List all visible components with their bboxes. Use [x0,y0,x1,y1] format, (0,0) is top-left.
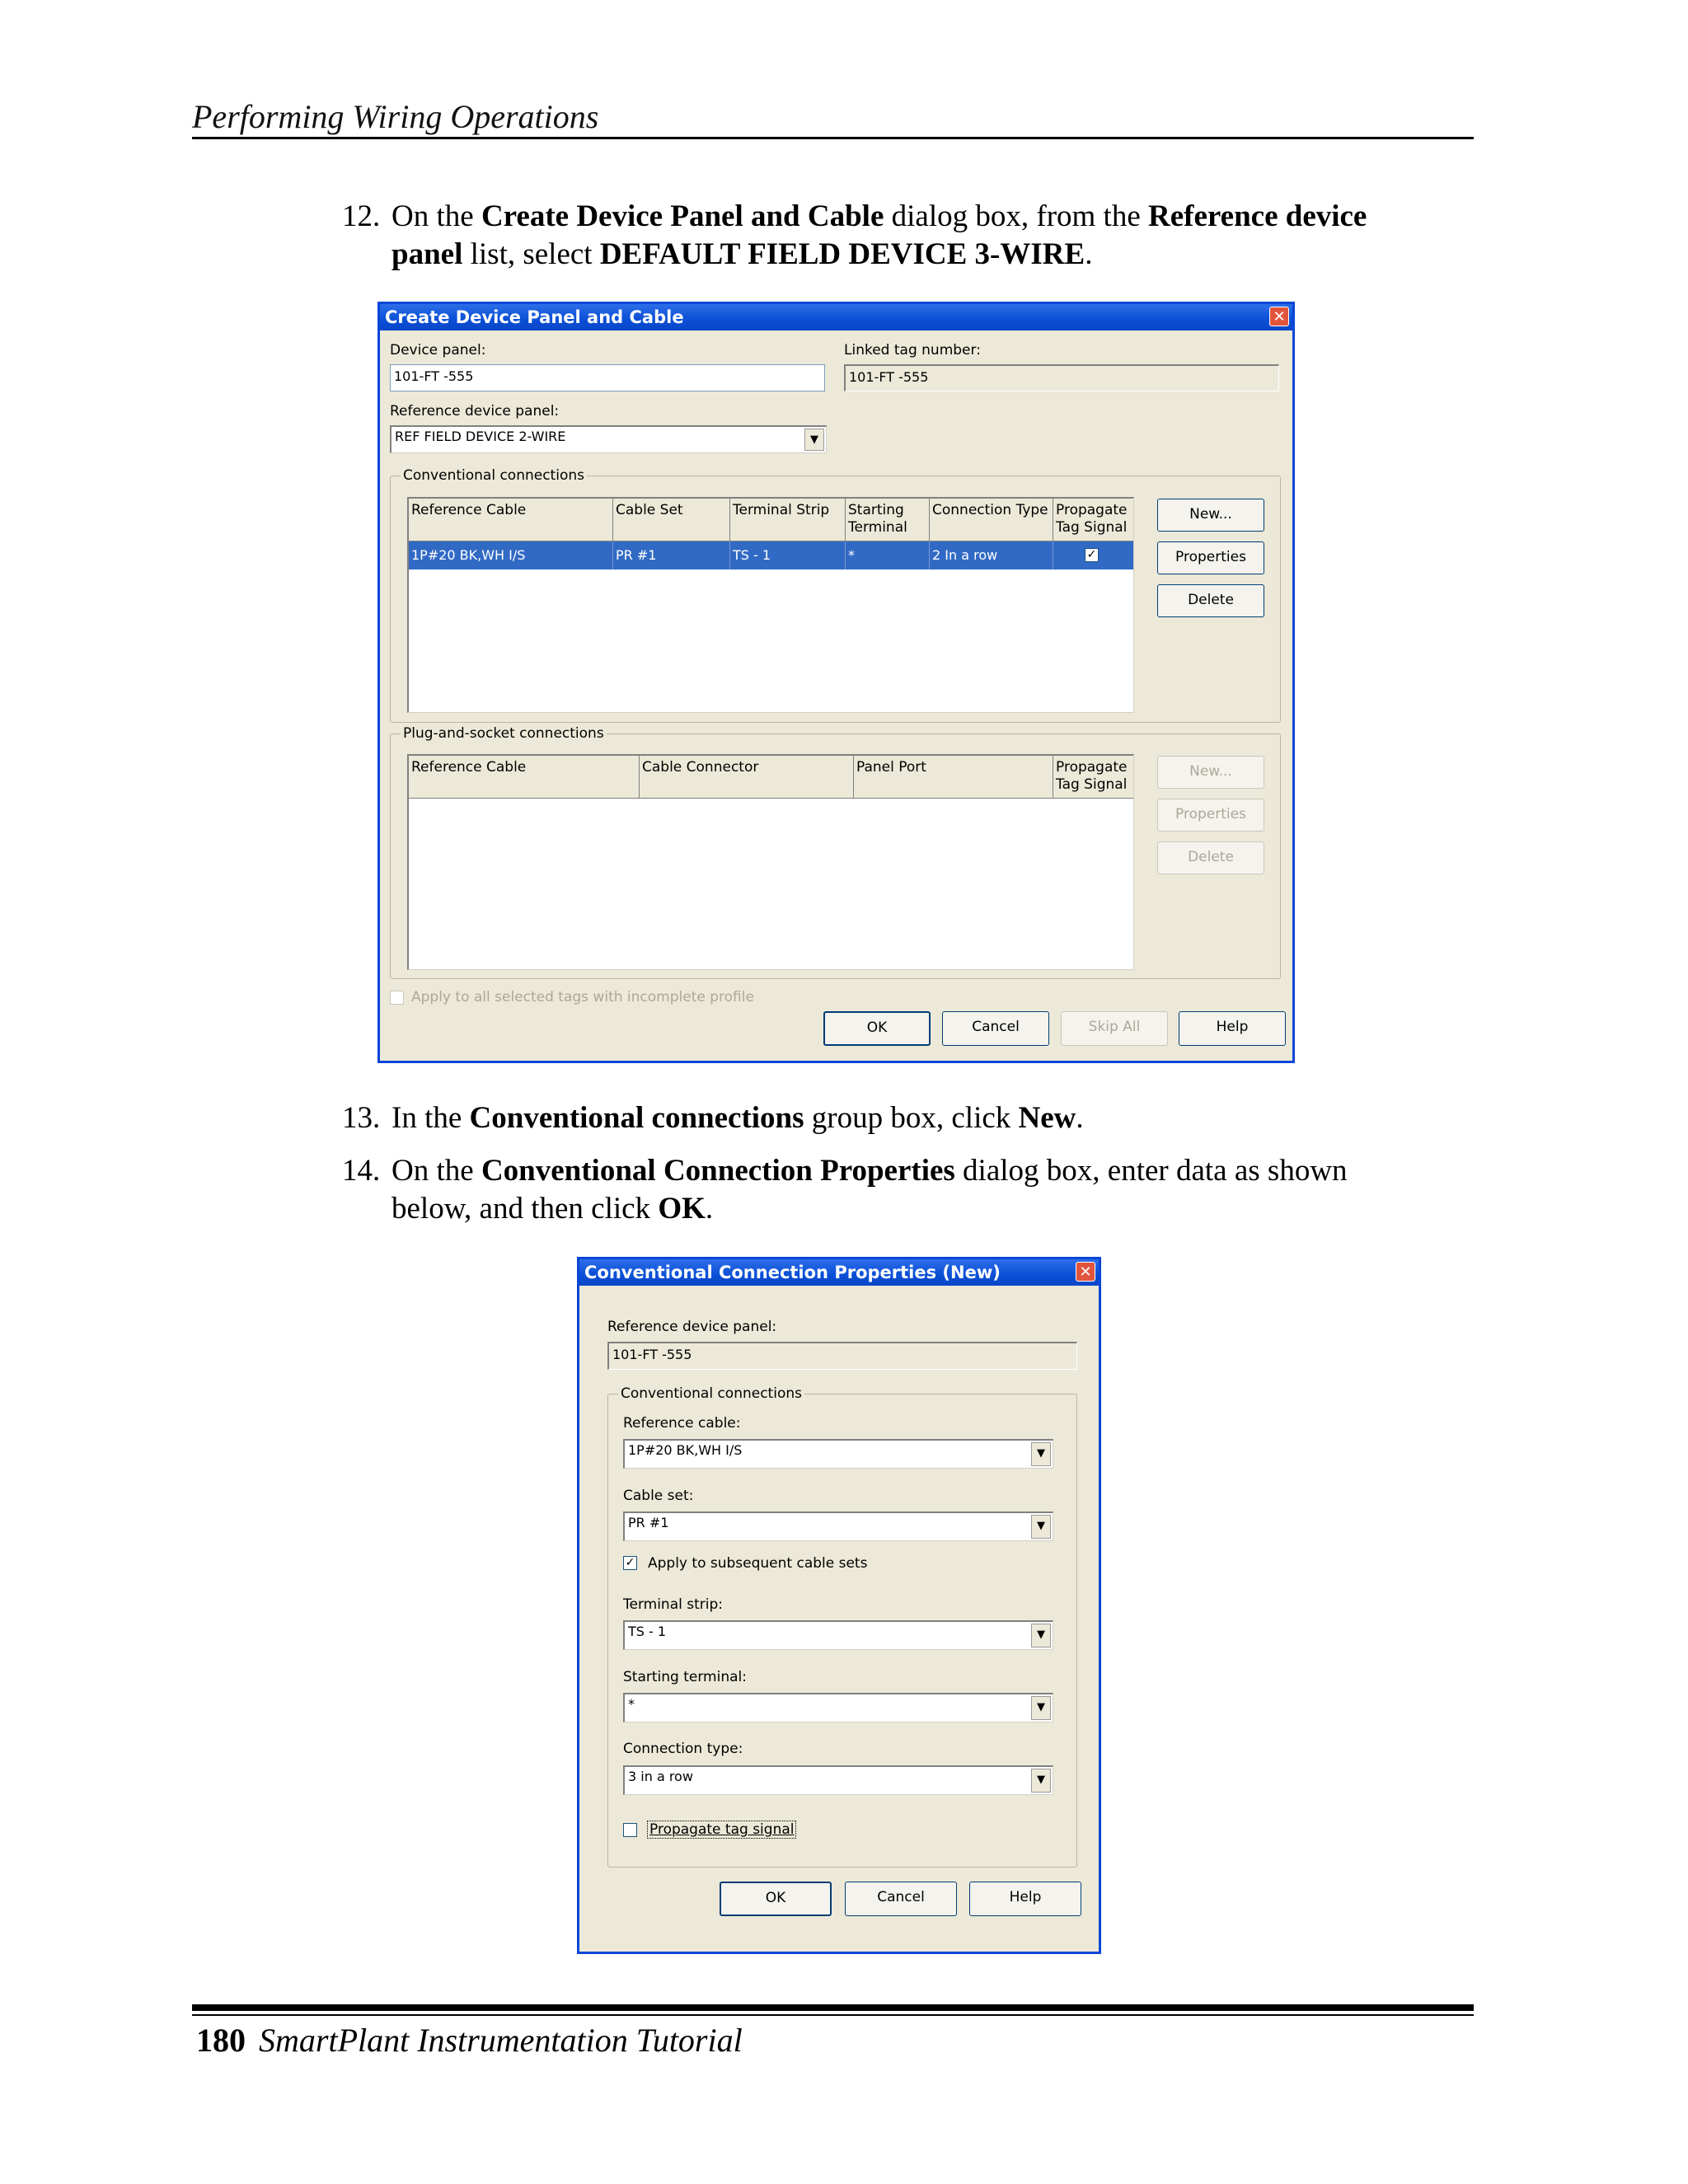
step-13 [342,1099,1084,1137]
step-number: 13. [342,1101,381,1135]
cell-connection-type: 2 In a row [930,541,1053,569]
column-header[interactable]: Propagate Tag Signal [1053,499,1134,541]
ref-cable-select[interactable] [623,1439,1053,1469]
connection-type-value: 3 in a row [628,1769,693,1784]
connection-type-label: Connection type: [623,1741,743,1757]
dialog-titlebar [579,1259,1099,1286]
chevron-down-icon[interactable]: ▼ [1031,1515,1051,1539]
device-panel-input[interactable]: 101-FT -555 [390,364,825,391]
page-header: Performing Wiring Operations [192,98,599,135]
dialog-titlebar [380,304,1292,330]
ref-panel-field: 101-FT -555 [607,1342,1077,1370]
column-header[interactable]: Starting Terminal [846,499,930,541]
dialog-title: Conventional Connection Properties (New) [584,1263,1001,1282]
ref-panel-label: Reference device panel: [607,1319,777,1335]
column-header[interactable]: Cable Connector [640,756,854,799]
close-button[interactable]: ✕ [1076,1262,1095,1282]
conventional-connections-group [607,1385,1077,1868]
ref-panel-label: Reference device panel: [390,403,560,419]
ref-cable-label: Reference cable: [623,1415,741,1432]
table-row[interactable] [409,541,1133,569]
plug-new-button[interactable]: New... [1157,756,1264,789]
cable-set-value: PR #1 [628,1515,669,1530]
cancel-button[interactable]: Cancel [845,1882,957,1916]
footer-title: SmartPlant Instrumentation Tutorial [259,2022,743,2059]
group-legend: Conventional connections [618,1385,804,1402]
chevron-down-icon[interactable]: ▼ [1031,1442,1051,1466]
step-number: 12. [342,199,381,233]
create-device-panel-dialog [377,302,1295,1063]
close-button[interactable]: ✕ [1269,307,1289,326]
apply-subsequent-checkbox[interactable]: ✓ [623,1556,637,1570]
skip-all-button[interactable]: Skip All [1061,1011,1168,1046]
column-header[interactable]: Reference Cable [409,756,640,799]
apply-all-label: Apply to all selected tags with incomplete profile [411,989,754,1005]
conv-delete-button[interactable]: Delete [1157,584,1264,617]
chevron-down-icon[interactable]: ▼ [1031,1769,1051,1793]
ok-button[interactable]: OK [823,1011,931,1046]
footer-rule [192,2004,1474,2011]
column-header[interactable]: Propagate Tag Signal [1053,756,1134,799]
step-text: . [705,1192,714,1226]
starting-terminal-label: Starting terminal: [623,1669,747,1685]
ref-panel-select[interactable] [390,425,827,453]
column-header[interactable]: Panel Port [854,756,1053,799]
propagate-tag-signal-label: Propagate tag signal [649,1821,795,1838]
step-12 [342,198,1367,274]
step-text: . [1085,237,1093,271]
ref-panel-value: REF FIELD DEVICE 2-WIRE [395,429,566,444]
conventional-grid[interactable] [407,497,1134,713]
conv-properties-button[interactable]: Properties [1157,541,1264,574]
plug-and-socket-group [390,725,1281,979]
help-button[interactable]: Help [1179,1011,1286,1046]
connection-type-select[interactable] [623,1765,1053,1795]
page-footer [196,2021,743,2060]
cancel-button[interactable]: Cancel [942,1011,1049,1046]
step-text: In the [392,1101,470,1135]
conv-new-button[interactable]: New... [1157,499,1264,532]
group-legend: Conventional connections [401,467,587,484]
step-bold: Reference device [1148,199,1367,233]
step-bold: Conventional Connection Properties [481,1154,955,1188]
propagate-tag-signal-checkbox[interactable] [623,1823,637,1837]
step-text: below, and then click [392,1192,659,1226]
step-bold: Create Device Panel and Cable [481,199,884,233]
cell-propagate [1053,541,1134,569]
plug-delete-button[interactable]: Delete [1157,841,1264,874]
conventional-connection-properties-dialog [577,1257,1101,1954]
conventional-connections-group [390,467,1281,723]
ref-cable-value: 1P#20 BK,WH I/S [628,1442,743,1458]
column-header[interactable]: Terminal Strip [730,499,846,541]
footer-rule [192,2014,1474,2016]
cable-set-select[interactable] [623,1511,1053,1541]
step-text: list, select [462,237,600,271]
column-header[interactable]: Cable Set [613,499,730,541]
step-bold: New [1018,1101,1076,1135]
cable-set-label: Cable set: [623,1488,694,1504]
device-panel-label: Device panel: [390,342,486,359]
cell-starting-terminal: * [846,541,930,569]
chevron-down-icon[interactable]: ▼ [1031,1696,1051,1720]
step-bold: panel [392,237,463,271]
starting-terminal-select[interactable] [623,1693,1053,1722]
terminal-strip-value: TS - 1 [628,1624,667,1639]
ok-button[interactable]: OK [720,1882,832,1916]
step-text: On the [392,1154,481,1188]
step-text: group box, click [804,1101,1019,1135]
cell-ref-cable: 1P#20 BK,WH I/S [409,541,613,569]
step-text: . [1076,1101,1084,1135]
cell-terminal-strip: TS - 1 [730,541,846,569]
terminal-strip-label: Terminal strip: [623,1596,724,1613]
plug-properties-button[interactable]: Properties [1157,799,1264,832]
header-rule [192,137,1474,139]
chevron-down-icon[interactable]: ▼ [804,429,824,451]
dialog-title: Create Device Panel and Cable [385,307,684,327]
step-text: dialog box, from the [884,199,1148,233]
linked-tag-label: Linked tag number: [844,342,981,359]
step-number: 14. [342,1154,381,1188]
chevron-down-icon[interactable]: ▼ [1031,1624,1051,1647]
cell-cable-set: PR #1 [613,541,730,569]
column-header[interactable]: Connection Type [930,499,1053,541]
starting-terminal-value: * [628,1696,635,1712]
step-bold: DEFAULT FIELD DEVICE 3-WIRE [599,237,1085,271]
terminal-strip-select[interactable] [623,1620,1053,1650]
group-legend: Plug-and-socket connections [401,725,607,742]
column-header[interactable]: Reference Cable [409,499,613,541]
help-button[interactable]: Help [969,1882,1081,1916]
step-text: dialog box, enter data as shown [954,1154,1348,1188]
page-number: 180 [196,2022,246,2059]
step-14 [342,1152,1348,1228]
linked-tag-field: 101-FT -555 [844,364,1279,391]
plug-grid[interactable] [407,754,1134,970]
apply-subsequent-label: Apply to subsequent cable sets [648,1555,868,1572]
step-bold: Conventional connections [469,1101,804,1135]
propagate-checkbox[interactable]: ✓ [1085,548,1099,562]
step-bold: OK [658,1192,706,1226]
apply-all-checkbox[interactable] [390,991,404,1005]
step-text: On the [392,199,481,233]
